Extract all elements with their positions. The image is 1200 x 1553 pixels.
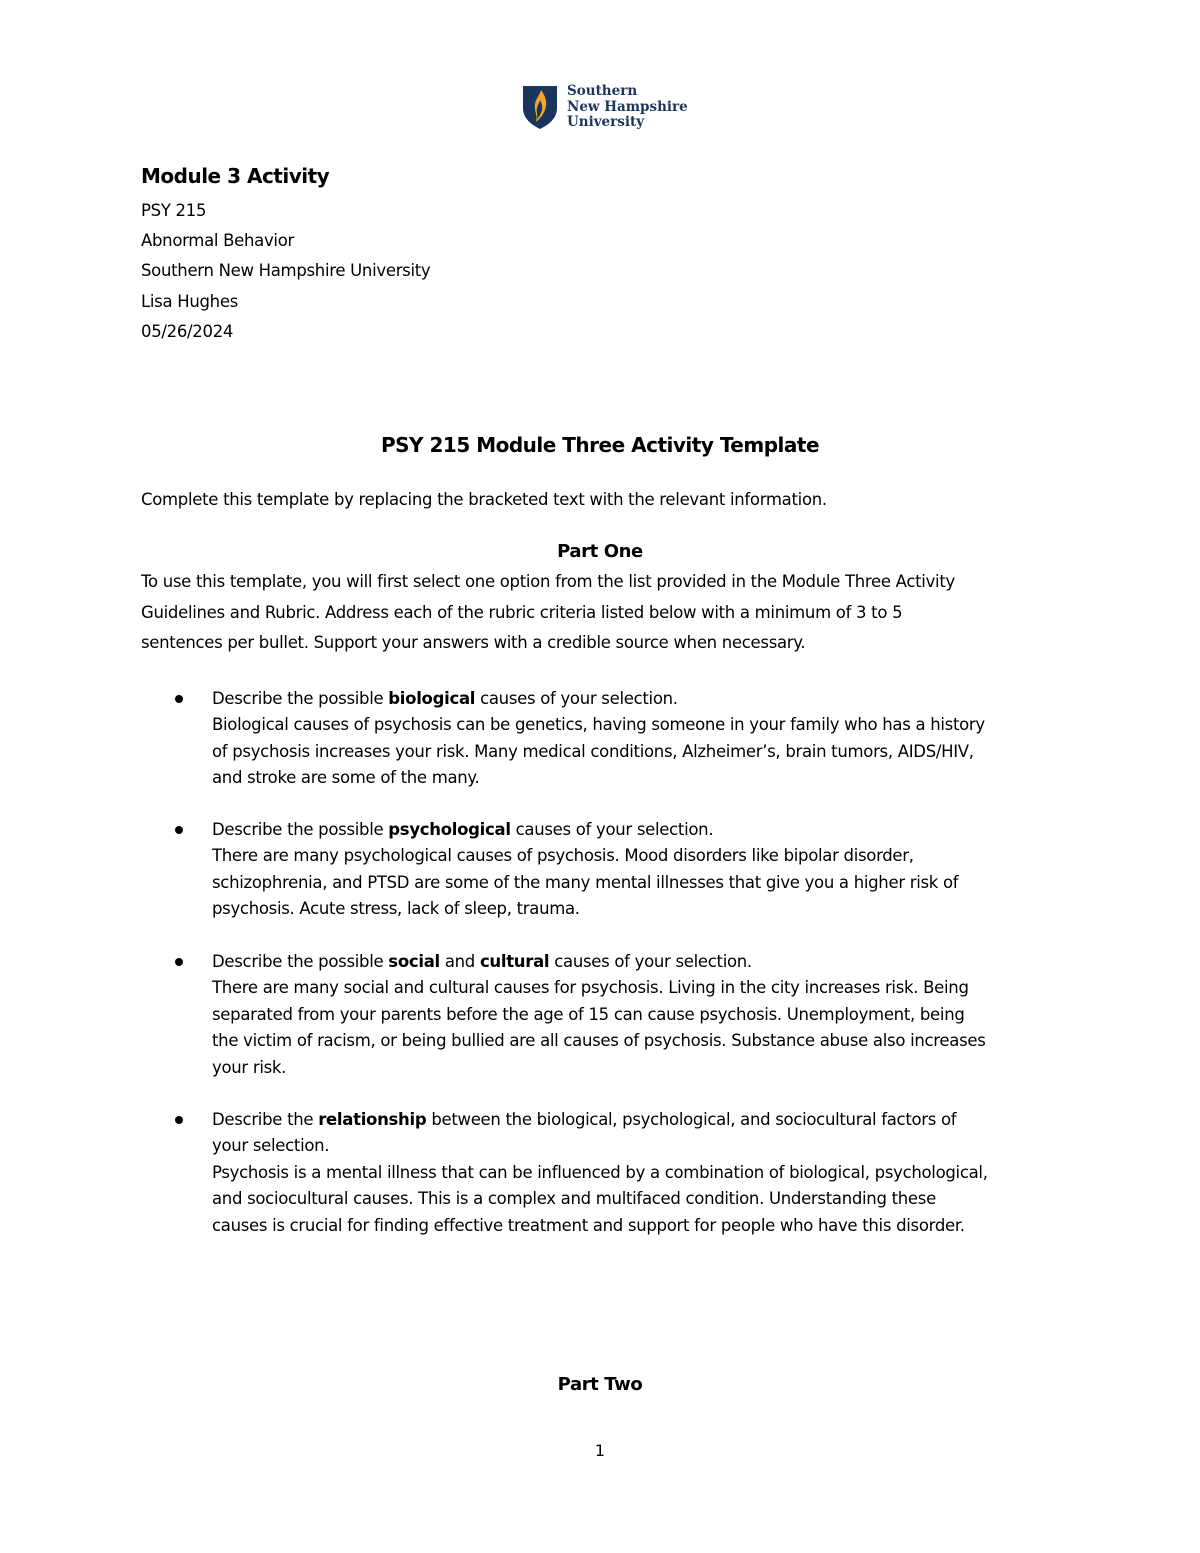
page-number: 1 — [594, 1441, 606, 1460]
bullet-prompt: Describe the possible social and cultural causes of your selection. — [212, 952, 752, 971]
answer-line: psychosis. Acute stress, lack of sleep, trauma. — [212, 899, 580, 919]
answer-line: There are many psychological causes of psychosis. Mood disorders like bipolar disorder, — [212, 846, 914, 866]
template-title: PSY 215 Module Three Activity Template — [380, 433, 820, 457]
school-name: Southern New Hampshire University — [141, 261, 431, 281]
part-one-intro — [141, 567, 1061, 659]
shield-flame-icon — [521, 84, 559, 130]
answer-line: schizophrenia, and PTSD are some of the many mental illnesses that give you a higher risk of — [212, 872, 959, 892]
course-code: PSY 215 — [141, 201, 207, 220]
logo-line-3: University — [567, 114, 645, 130]
document-date: 05/26/2024 — [141, 321, 234, 341]
bullet-relationship — [141, 1107, 988, 1239]
answer-line: of psychosis increases your risk. Many medical conditions, Alzheimer’s, brain tumors, AIDS/HIV, — [212, 741, 974, 761]
instruction-text: Complete this template by replacing the bracketed text with the relevant information. — [141, 490, 827, 509]
intro-line: Guidelines and Rubric. Address each of the rubric criteria listed below with a minimum of 3 to 5 — [141, 602, 903, 622]
intro-line: To use this template, you will first select one option from the list provided in the Module Three Activity — [141, 572, 955, 591]
bullet-prompt: Describe the possible psychological causes of your selection. — [212, 820, 714, 839]
answer-line: separated from your parents before the age of 15 can cause psychosis. Unemployment, being — [212, 1004, 965, 1024]
part-one-heading: Part One — [557, 541, 643, 562]
bullet-prompt: Describe the relationship between the biological, psychological, and sociocultural factors of — [212, 1110, 957, 1129]
logo-line-2: New Hampshire — [567, 98, 688, 115]
answer-line: Psychosis is a mental illness that can be influenced by a combination of biological, psychological, — [212, 1162, 988, 1182]
answer-line: your risk. — [212, 1057, 287, 1077]
document-title: Module 3 Activity — [141, 164, 330, 188]
answer-line: and stroke are some of the many. — [212, 768, 480, 788]
part-two-heading: Part Two — [557, 1374, 643, 1395]
bullet-dot-icon — [175, 695, 183, 703]
answer-line: There are many social and cultural causes for psychosis. Living in the city increases risk. Being — [212, 978, 969, 998]
bullet-dot-icon — [175, 1116, 183, 1124]
answer-line: Biological causes of psychosis can be genetics, having someone in your family who has a history — [212, 715, 985, 735]
bullet-prompt-line-2: your selection. — [212, 1136, 330, 1156]
course-name: Abnormal Behavior — [141, 231, 294, 251]
answer-line: the victim of racism, or being bullied are all causes of psychosis. Substance abuse also increases — [212, 1031, 986, 1051]
header-meta — [141, 196, 430, 347]
bullet-psychological — [141, 817, 958, 923]
bullet-biological — [141, 686, 985, 792]
logo-line-1: Southern — [567, 83, 638, 99]
logo-wordmark — [567, 84, 688, 131]
author-name: Lisa Hughes — [141, 291, 238, 311]
bullet-dot-icon — [175, 826, 183, 834]
bullet-dot-icon — [175, 958, 183, 966]
answer-line: and sociocultural causes. This is a complex and multifaced condition. Understanding these — [212, 1189, 936, 1209]
intro-line: sentences per bullet. Support your answers with a credible source when necessary. — [141, 633, 806, 652]
bullet-social-cultural — [141, 949, 986, 1081]
answer-line: causes is crucial for finding effective treatment and support for people who have this disorder. — [212, 1215, 965, 1235]
bullet-prompt: Describe the possible biological causes of your selection. — [212, 689, 678, 708]
university-logo — [521, 84, 688, 131]
